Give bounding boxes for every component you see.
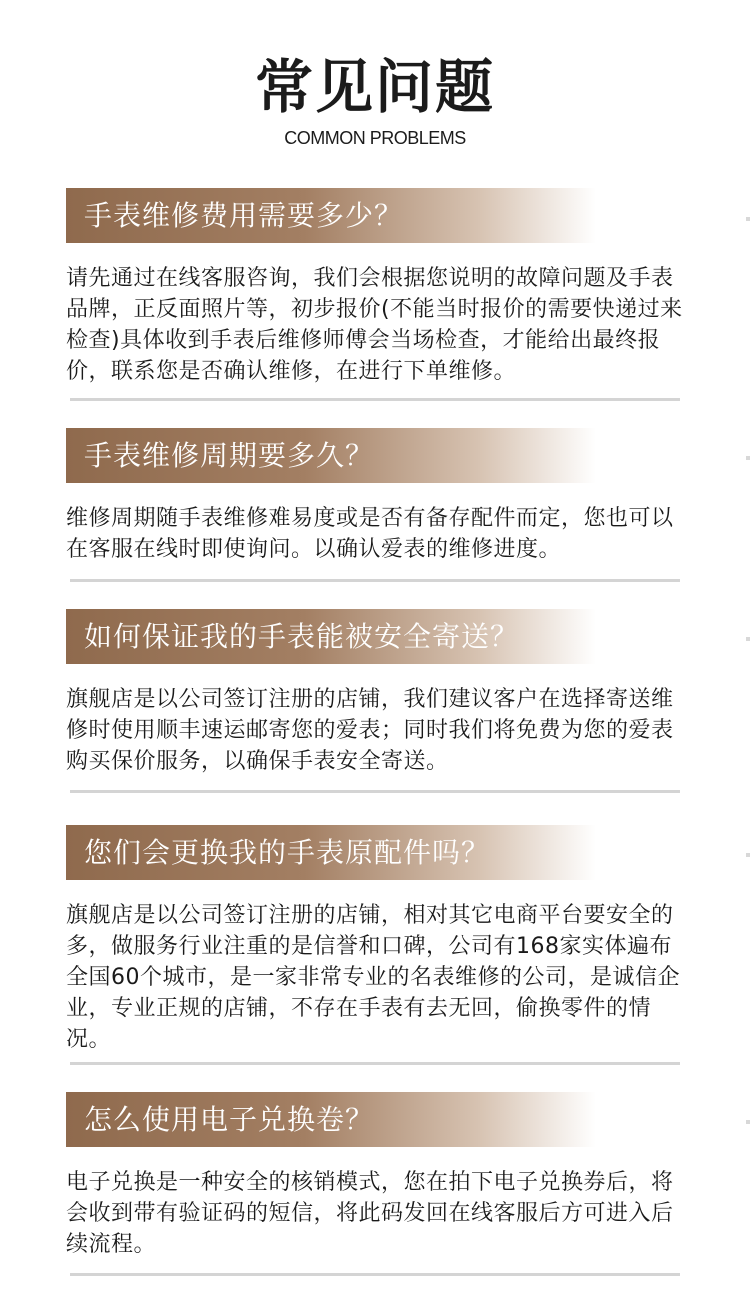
question-text: 手表维修周期要多久？ [84,439,375,472]
edge-mark [746,853,750,857]
edge-mark [746,637,750,641]
question-text: 手表维修费用需要多少？ [84,199,404,232]
page-title: 常见问题 [254,53,495,121]
answer-text: 请先通过在线客服咨询，我们会根据您说明的故障问题及手表品牌，正反面照片等，初步报价(不能当时报价的需要快递过来检查)具体收到手表后维修师傅会当场检查，才能给出最终报价，联系您是否确认维修，在进行下单维修。 [66,266,683,384]
answer-text: 维修周期随手表维修难易度或是否有备存配件而定，您也可以在客服在线时即使询问。以确认爱表的维修进度。 [66,506,674,562]
divider [70,579,680,582]
page-header [0,50,750,150]
question-text: 如何保证我的手表能被安全寄送？ [84,620,520,653]
question-text: 怎么使用电子兑换卷？ [84,1103,375,1136]
divider [70,790,680,793]
edge-mark [746,217,750,221]
divider [70,1062,680,1065]
answer-text: 旗舰店是以公司签订注册的店铺，我们建议客户在选择寄送维修时使用顺丰速运邮寄您的爱表；同时我们将免费为您的爱表购买保价服务，以确保手表安全寄送。 [66,687,674,774]
answer-text: 旗舰店是以公司签订注册的店铺，相对其它电商平台要安全的多，做服务行业注重的是信誉和口碑，公司有168家实体遍布全国60个城市，是一家非常专业的名表维修的公司，是诚信企业，专业正规的店铺，不存在手表有去无回，偷换零件的情况。 [66,903,680,1052]
divider [70,1273,680,1276]
answer-text: 电子兑换是一种安全的核销模式，您在拍下电子兑换券后，将会收到带有验证码的短信，将此码发回在线客服后方可进入后续流程。 [66,1170,674,1257]
divider [70,398,680,401]
page-subtitle: COMMON PROBLEMS [284,128,466,148]
edge-mark [746,1120,750,1124]
edge-mark [746,456,750,460]
question-text: 您们会更换我的手表原配件吗？ [84,836,491,869]
